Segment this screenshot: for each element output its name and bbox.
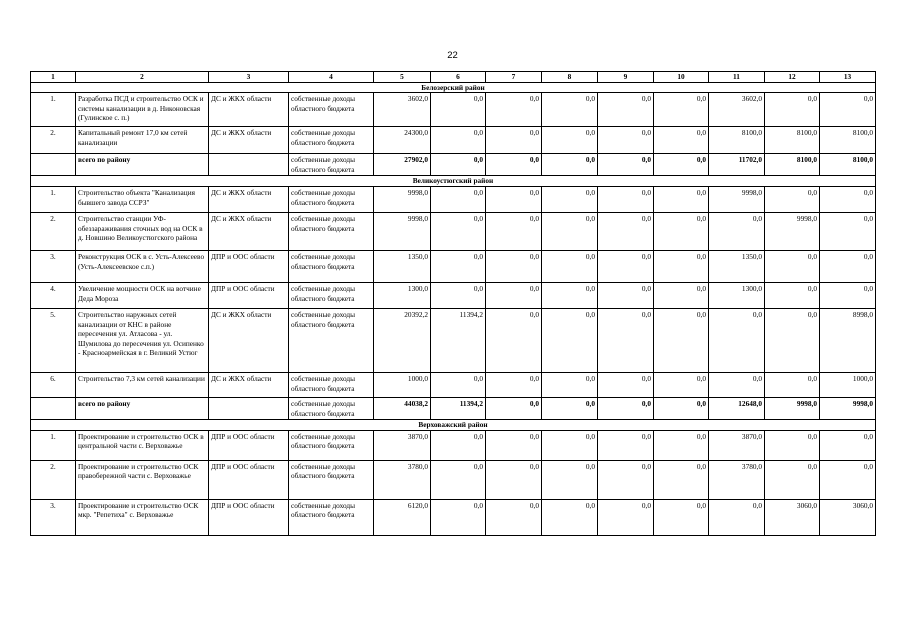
amount-cell: 0,0 bbox=[598, 499, 654, 535]
total-amount-cell: 0,0 bbox=[598, 154, 654, 176]
total-amount-cell: 11394,2 bbox=[431, 397, 486, 419]
amount-cell: 0,0 bbox=[542, 250, 598, 282]
total-amount-cell: 8100,0 bbox=[820, 154, 876, 176]
amount-cell: 0,0 bbox=[820, 460, 876, 499]
amount-cell: 0,0 bbox=[709, 372, 765, 397]
col-header: 2 bbox=[76, 72, 209, 83]
measure-name: Увеличение мощности ОСК на вотчине Деда Мороза bbox=[76, 282, 209, 308]
region-name: Великоустюгский район bbox=[31, 176, 876, 187]
amount-cell: 0,0 bbox=[654, 250, 709, 282]
amount-cell: 0,0 bbox=[431, 186, 486, 212]
row-number: 4. bbox=[31, 282, 76, 308]
funding-source: собственные доходы областного бюджета bbox=[289, 430, 374, 460]
funding-source: собственные доходы областного бюджета bbox=[289, 154, 374, 176]
total-amount-cell: 0,0 bbox=[542, 397, 598, 419]
amount-cell: 0,0 bbox=[486, 186, 542, 212]
region-name: Верховажский район bbox=[31, 420, 876, 431]
amount-cell: 8998,0 bbox=[820, 308, 876, 372]
amount-cell: 0,0 bbox=[765, 250, 820, 282]
total-amount-cell: 27902,0 bbox=[374, 154, 431, 176]
row-number: 2. bbox=[31, 127, 76, 154]
funding-source: собственные доходы областного бюджета bbox=[289, 212, 374, 250]
table-row bbox=[31, 250, 876, 282]
amount-cell: 8100,0 bbox=[820, 127, 876, 154]
amount-cell: 0,0 bbox=[542, 308, 598, 372]
amount-cell: 9998,0 bbox=[374, 212, 431, 250]
amount-cell: 0,0 bbox=[486, 93, 542, 127]
total-label: всего по району bbox=[76, 154, 209, 176]
row-number: 5. bbox=[31, 308, 76, 372]
col-header: 11 bbox=[709, 72, 765, 83]
amount-cell: 0,0 bbox=[486, 127, 542, 154]
total-amount-cell: 0,0 bbox=[598, 397, 654, 419]
total-amount-cell: 11702,0 bbox=[709, 154, 765, 176]
amount-cell: 0,0 bbox=[486, 499, 542, 535]
funding-source: собственные доходы областного бюджета bbox=[289, 499, 374, 535]
row-number: 6. bbox=[31, 372, 76, 397]
amount-cell: 0,0 bbox=[598, 127, 654, 154]
amount-cell: 0,0 bbox=[709, 308, 765, 372]
funding-source: собственные доходы областного бюджета bbox=[289, 308, 374, 372]
amount-cell: 0,0 bbox=[598, 372, 654, 397]
amount-cell: 0,0 bbox=[654, 93, 709, 127]
responsible-executor: ДС и ЖКХ области bbox=[209, 127, 289, 154]
total-amount-cell: 0,0 bbox=[654, 154, 709, 176]
amount-cell: 1300,0 bbox=[374, 282, 431, 308]
amount-cell: 0,0 bbox=[765, 308, 820, 372]
col-header: 5 bbox=[374, 72, 431, 83]
amount-cell: 20392,2 bbox=[374, 308, 431, 372]
amount-cell: 0,0 bbox=[765, 460, 820, 499]
total-row bbox=[31, 154, 876, 176]
total-amount-cell: 0,0 bbox=[486, 154, 542, 176]
responsible-executor: ДС и ЖКХ области bbox=[209, 93, 289, 127]
amount-cell: 0,0 bbox=[486, 250, 542, 282]
amount-cell: 0,0 bbox=[542, 212, 598, 250]
col-header: 4 bbox=[289, 72, 374, 83]
responsible-executor: ДПР и ООС области bbox=[209, 282, 289, 308]
measure-name: Капитальный ремонт 17,0 км сетей канализации bbox=[76, 127, 209, 154]
row-number: 3. bbox=[31, 499, 76, 535]
amount-cell: 0,0 bbox=[654, 127, 709, 154]
amount-cell: 0,0 bbox=[820, 212, 876, 250]
amount-cell: 0,0 bbox=[598, 308, 654, 372]
amount-cell: 0,0 bbox=[486, 282, 542, 308]
amount-cell: 24300,0 bbox=[374, 127, 431, 154]
col-header: 1 bbox=[31, 72, 76, 83]
page-number: 22 bbox=[447, 50, 458, 61]
amount-cell: 0,0 bbox=[654, 372, 709, 397]
total-amount-cell: 9998,0 bbox=[820, 397, 876, 419]
table-row bbox=[31, 93, 876, 127]
col-header: 6 bbox=[431, 72, 486, 83]
funding-source: собственные доходы областного бюджета bbox=[289, 250, 374, 282]
amount-cell: 0,0 bbox=[820, 93, 876, 127]
amount-cell: 0,0 bbox=[598, 212, 654, 250]
row-number: 2. bbox=[31, 212, 76, 250]
measure-name: Строительство 7,3 км сетей канализации bbox=[76, 372, 209, 397]
amount-cell: 0,0 bbox=[542, 282, 598, 308]
amount-cell: 1000,0 bbox=[820, 372, 876, 397]
measure-name: Строительство наружных сетей канализации от КНС в районе пересечения ул. Атласова - ул. Шумилова до пересечения ул. Осипенко - Красноармейская в г. Великий Устюг bbox=[76, 308, 209, 372]
amount-cell: 3780,0 bbox=[374, 460, 431, 499]
amount-cell: 0,0 bbox=[431, 93, 486, 127]
region-row bbox=[31, 82, 876, 93]
table-row bbox=[31, 212, 876, 250]
program-table bbox=[30, 71, 876, 536]
amount-cell: 0,0 bbox=[542, 499, 598, 535]
amount-cell: 0,0 bbox=[765, 93, 820, 127]
amount-cell: 0,0 bbox=[820, 282, 876, 308]
amount-cell: 0,0 bbox=[765, 372, 820, 397]
funding-source: собственные доходы областного бюджета bbox=[289, 93, 374, 127]
table-row bbox=[31, 186, 876, 212]
header-row bbox=[31, 72, 876, 83]
total-label: всего по району bbox=[76, 397, 209, 419]
amount-cell: 0,0 bbox=[654, 282, 709, 308]
amount-cell: 0,0 bbox=[709, 212, 765, 250]
col-header: 10 bbox=[654, 72, 709, 83]
amount-cell: 0,0 bbox=[431, 282, 486, 308]
col-header: 9 bbox=[598, 72, 654, 83]
responsible-executor: ДПР и ООС области bbox=[209, 430, 289, 460]
amount-cell: 0,0 bbox=[542, 460, 598, 499]
amount-cell: 3780,0 bbox=[709, 460, 765, 499]
amount-cell: 3870,0 bbox=[374, 430, 431, 460]
table-row bbox=[31, 308, 876, 372]
funding-source: собственные доходы областного бюджета bbox=[289, 127, 374, 154]
amount-cell: 3602,0 bbox=[709, 93, 765, 127]
total-amount-cell: 9998,0 bbox=[765, 397, 820, 419]
total-row bbox=[31, 397, 876, 419]
amount-cell: 0,0 bbox=[486, 430, 542, 460]
amount-cell: 0,0 bbox=[542, 127, 598, 154]
amount-cell: 0,0 bbox=[598, 430, 654, 460]
measure-name: Реконструкция ОСК в с. Усть-Алексеево (Усть-Алексеевское с.п.) bbox=[76, 250, 209, 282]
row-number: 3. bbox=[31, 250, 76, 282]
row-number: 2. bbox=[31, 460, 76, 499]
amount-cell: 3060,0 bbox=[765, 499, 820, 535]
total-amount-cell: 0,0 bbox=[654, 397, 709, 419]
total-amount-cell: 44038,2 bbox=[374, 397, 431, 419]
amount-cell: 0,0 bbox=[542, 430, 598, 460]
row-number bbox=[31, 397, 76, 419]
responsible-executor: ДС и ЖКХ области bbox=[209, 308, 289, 372]
amount-cell: 0,0 bbox=[820, 250, 876, 282]
region-row bbox=[31, 176, 876, 187]
measure-name: Проектирование и строительство ОСК мкр. "Репетиха" с. Верховажье bbox=[76, 499, 209, 535]
total-amount-cell: 0,0 bbox=[542, 154, 598, 176]
measure-name: Строительство объекта "Канализация бывшего завода ССРЗ" bbox=[76, 186, 209, 212]
total-amount-cell: 0,0 bbox=[431, 154, 486, 176]
amount-cell: 0,0 bbox=[654, 186, 709, 212]
amount-cell: 0,0 bbox=[486, 212, 542, 250]
table-row bbox=[31, 282, 876, 308]
amount-cell: 11394,2 bbox=[431, 308, 486, 372]
funding-source: собственные доходы областного бюджета bbox=[289, 397, 374, 419]
amount-cell: 0,0 bbox=[598, 460, 654, 499]
responsible-executor: ДС и ЖКХ области bbox=[209, 212, 289, 250]
amount-cell: 0,0 bbox=[765, 282, 820, 308]
amount-cell: 0,0 bbox=[654, 212, 709, 250]
amount-cell: 0,0 bbox=[431, 499, 486, 535]
amount-cell: 1350,0 bbox=[709, 250, 765, 282]
col-header: 7 bbox=[486, 72, 542, 83]
table-row bbox=[31, 499, 876, 535]
amount-cell: 9998,0 bbox=[765, 212, 820, 250]
total-amount-cell: 12648,0 bbox=[709, 397, 765, 419]
col-header: 13 bbox=[820, 72, 876, 83]
responsible-executor: ДС и ЖКХ области bbox=[209, 372, 289, 397]
measure-name: Проектирование и строительство ОСК в центральной части с. Верховажье bbox=[76, 430, 209, 460]
amount-cell: 0,0 bbox=[431, 460, 486, 499]
amount-cell: 0,0 bbox=[654, 308, 709, 372]
amount-cell: 0,0 bbox=[598, 282, 654, 308]
amount-cell: 0,0 bbox=[431, 372, 486, 397]
amount-cell: 8100,0 bbox=[709, 127, 765, 154]
amount-cell: 0,0 bbox=[765, 186, 820, 212]
funding-source: собственные доходы областного бюджета bbox=[289, 186, 374, 212]
amount-cell: 0,0 bbox=[542, 186, 598, 212]
amount-cell: 0,0 bbox=[820, 430, 876, 460]
table-row bbox=[31, 460, 876, 499]
responsible-executor: ДПР и ООС области bbox=[209, 460, 289, 499]
table-row bbox=[31, 127, 876, 154]
amount-cell: 9998,0 bbox=[374, 186, 431, 212]
amount-cell: 0,0 bbox=[486, 460, 542, 499]
amount-cell: 0,0 bbox=[542, 93, 598, 127]
amount-cell: 0,0 bbox=[431, 212, 486, 250]
total-amount-cell: 0,0 bbox=[486, 397, 542, 419]
amount-cell: 0,0 bbox=[542, 372, 598, 397]
amount-cell: 0,0 bbox=[820, 186, 876, 212]
table-body bbox=[31, 72, 876, 536]
responsible-executor: ДС и ЖКХ области bbox=[209, 186, 289, 212]
amount-cell: 0,0 bbox=[654, 460, 709, 499]
amount-cell: 0,0 bbox=[765, 430, 820, 460]
responsible-executor bbox=[209, 397, 289, 419]
responsible-executor: ДПР и ООС области bbox=[209, 499, 289, 535]
row-number bbox=[31, 154, 76, 176]
total-amount-cell: 8100,0 bbox=[765, 154, 820, 176]
region-row bbox=[31, 420, 876, 431]
amount-cell: 0,0 bbox=[598, 250, 654, 282]
table-row bbox=[31, 372, 876, 397]
row-number: 1. bbox=[31, 186, 76, 212]
responsible-executor: ДПР и ООС области bbox=[209, 250, 289, 282]
col-header: 12 bbox=[765, 72, 820, 83]
col-header: 8 bbox=[542, 72, 598, 83]
col-header: 3 bbox=[209, 72, 289, 83]
amount-cell: 0,0 bbox=[654, 430, 709, 460]
amount-cell: 0,0 bbox=[486, 308, 542, 372]
funding-source: собственные доходы областного бюджета bbox=[289, 282, 374, 308]
amount-cell: 0,0 bbox=[598, 186, 654, 212]
amount-cell: 3602,0 bbox=[374, 93, 431, 127]
amount-cell: 0,0 bbox=[486, 372, 542, 397]
amount-cell: 9998,0 bbox=[709, 186, 765, 212]
responsible-executor bbox=[209, 154, 289, 176]
amount-cell: 0,0 bbox=[709, 499, 765, 535]
amount-cell: 0,0 bbox=[431, 250, 486, 282]
measure-name: Строительство станции УФ-обеззараживания сточных вод на ОСК в д. Новшино Великоустюгского района bbox=[76, 212, 209, 250]
amount-cell: 6120,0 bbox=[374, 499, 431, 535]
amount-cell: 3060,0 bbox=[820, 499, 876, 535]
measure-name: Проектирование и строительство ОСК правобережной части с. Верховажье bbox=[76, 460, 209, 499]
amount-cell: 0,0 bbox=[598, 93, 654, 127]
amount-cell: 0,0 bbox=[431, 127, 486, 154]
funding-source: собственные доходы областного бюджета bbox=[289, 372, 374, 397]
funding-source: собственные доходы областного бюджета bbox=[289, 460, 374, 499]
amount-cell: 0,0 bbox=[654, 499, 709, 535]
amount-cell: 1350,0 bbox=[374, 250, 431, 282]
row-number: 1. bbox=[31, 430, 76, 460]
table-row bbox=[31, 430, 876, 460]
amount-cell: 3870,0 bbox=[709, 430, 765, 460]
measure-name: Разработка ПСД и строительство ОСК и системы канализации в д. Никоновская (Гулинское с. п.) bbox=[76, 93, 209, 127]
amount-cell: 1300,0 bbox=[709, 282, 765, 308]
row-number: 1. bbox=[31, 93, 76, 127]
amount-cell: 1000,0 bbox=[374, 372, 431, 397]
amount-cell: 8100,0 bbox=[765, 127, 820, 154]
region-name: Белозерский район bbox=[31, 82, 876, 93]
amount-cell: 0,0 bbox=[431, 430, 486, 460]
